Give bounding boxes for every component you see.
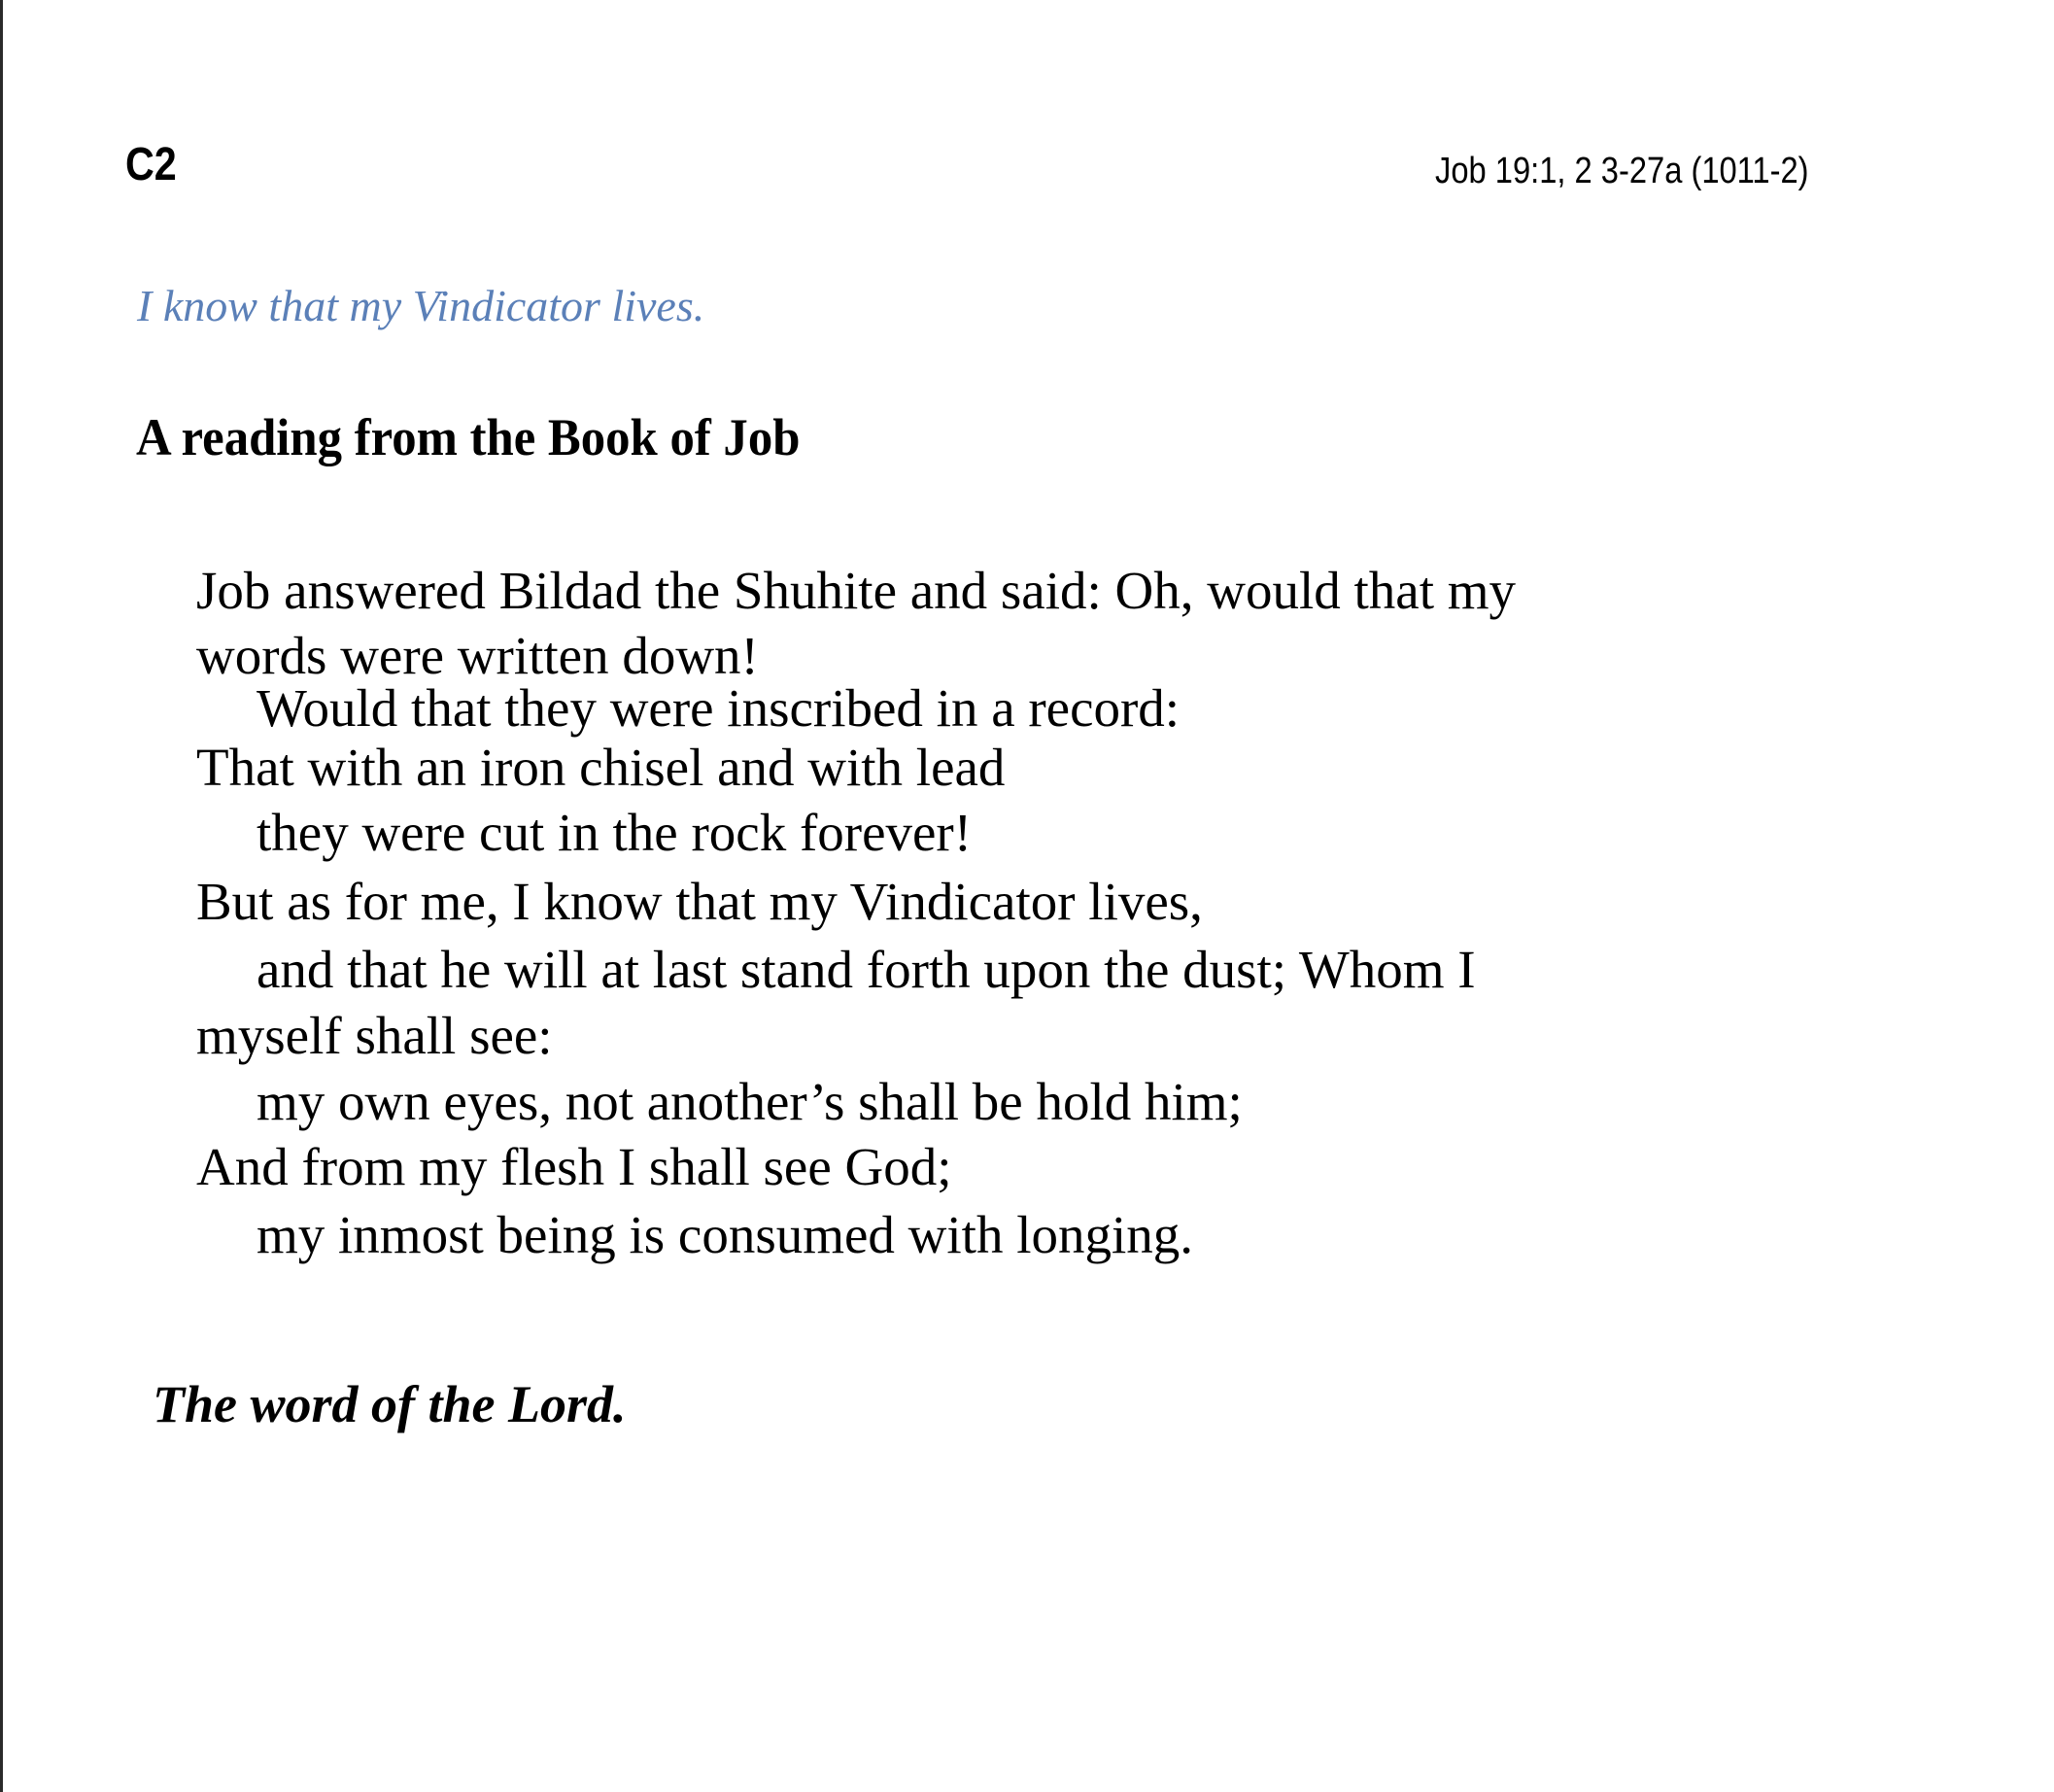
reading-line: they were cut in the rock forever! [257, 803, 973, 862]
scripture-reference: Job 19:1, 2 3-27a (1011-2) [1435, 151, 1809, 191]
reading-line: words were written down! [196, 626, 759, 685]
reading-summary: I know that my Vindicator lives. [137, 281, 705, 330]
reading-line: my own eyes, not another’s shall be hold him; [257, 1072, 1243, 1131]
reading-line: and that he will at last stand forth upon the dust; Whom I [257, 940, 1476, 999]
reading-line: But as for me, I know that my Vindicator lives, [196, 872, 1203, 931]
reading-label: C2 [125, 139, 177, 190]
reading-closing: The word of the Lord. [153, 1375, 627, 1433]
reading-line: Job answered Bildad the Shuhite and said: Oh, would that my [196, 561, 1517, 620]
reading-line: myself shall see: [196, 1006, 553, 1065]
reading-line: And from my flesh I shall see God; [196, 1137, 952, 1196]
reading-line: That with an iron chisel and with lead [196, 738, 1006, 797]
reading-line: Would that they were inscribed in a record: [257, 678, 1181, 738]
reading-line: my inmost being is consumed with longing. [257, 1205, 1194, 1264]
reading-heading: A reading from the Book of Job [136, 408, 801, 466]
